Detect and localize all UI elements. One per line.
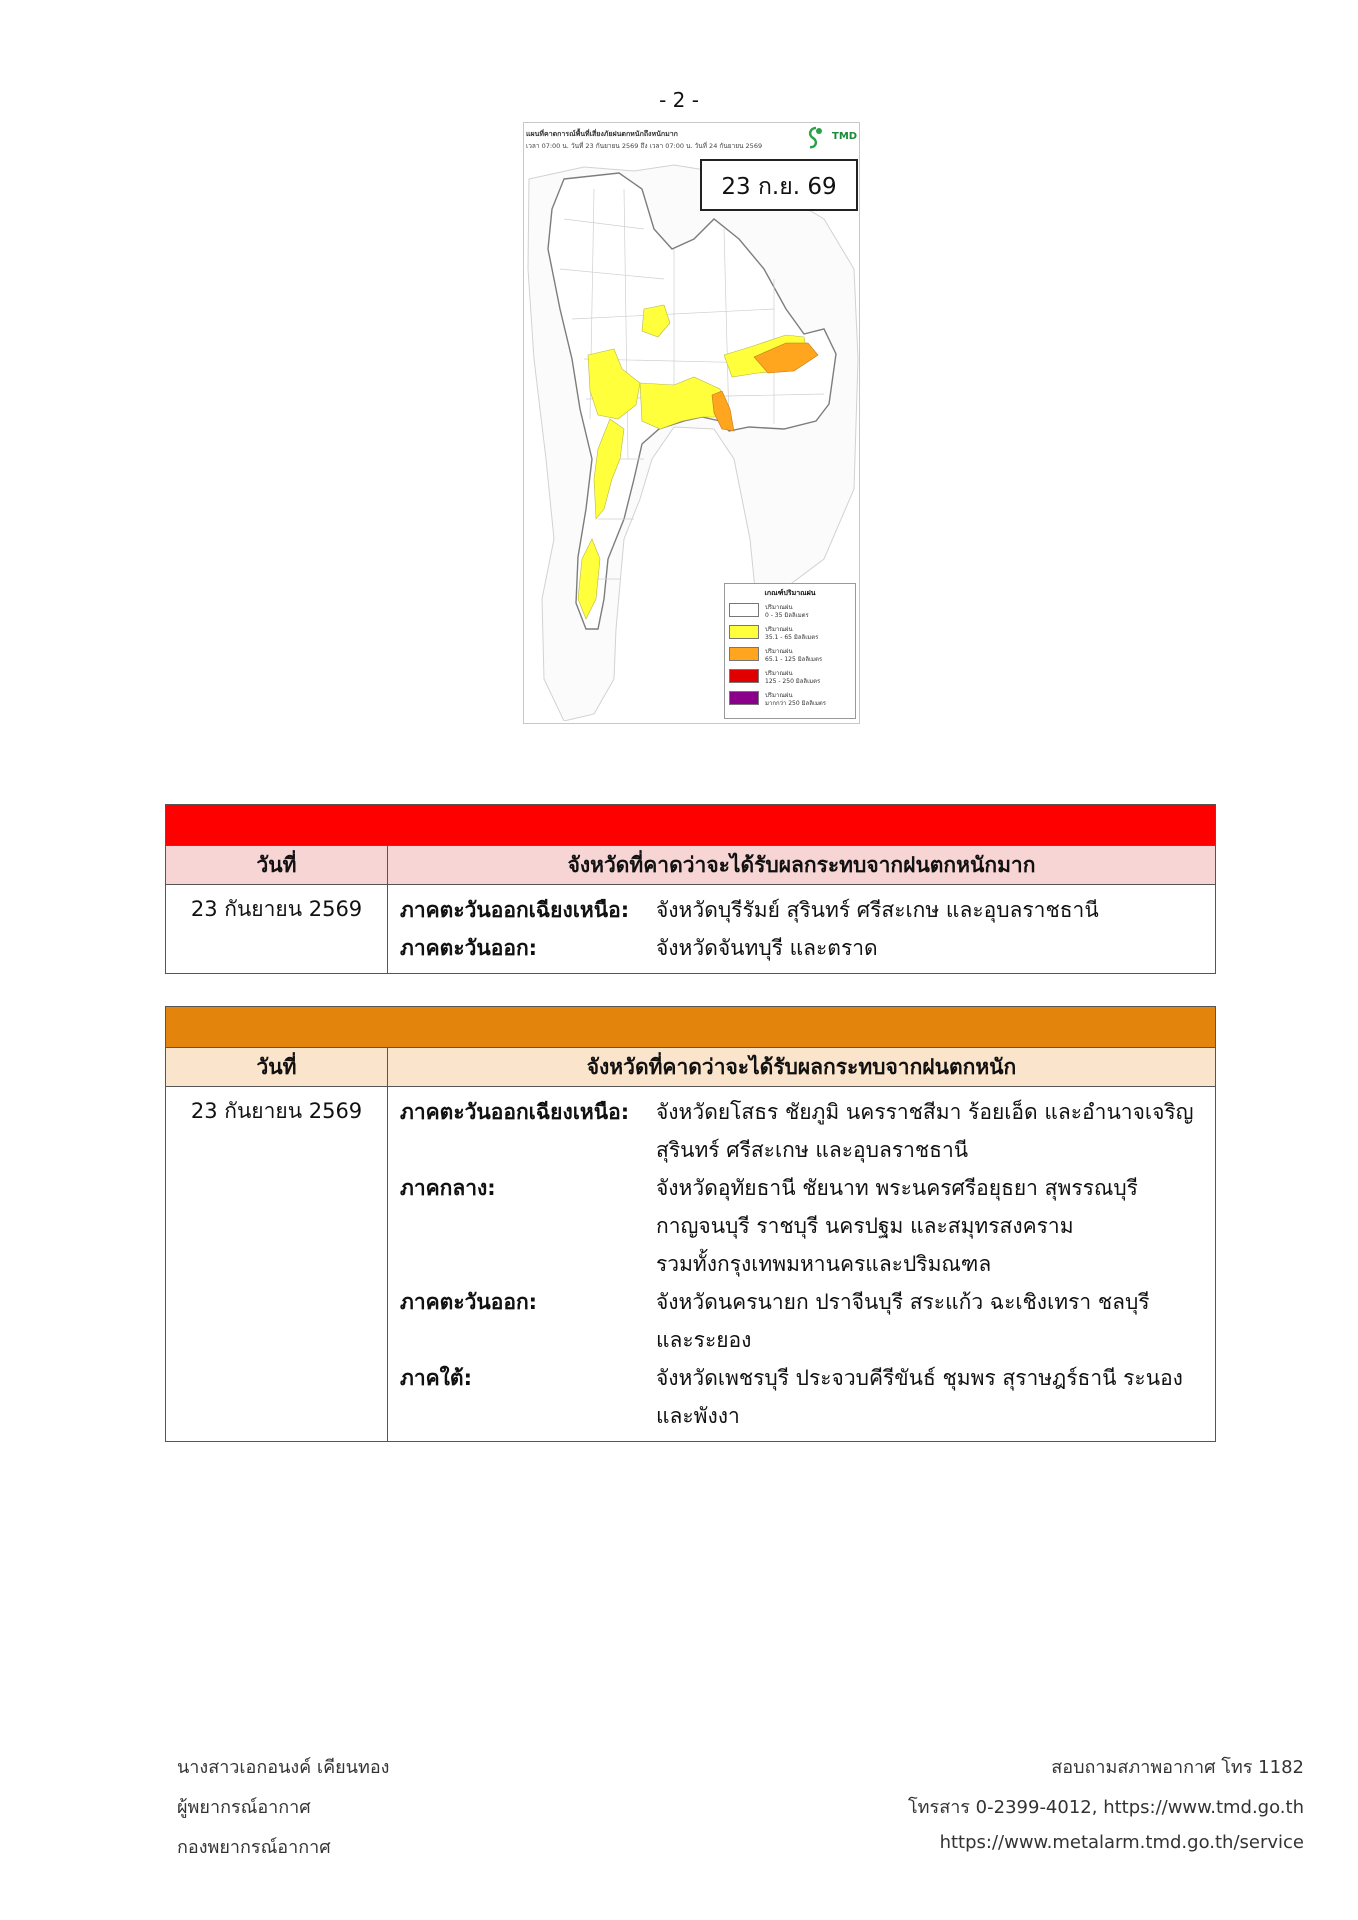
- legend-swatch: [729, 647, 759, 661]
- table-banner: [166, 1007, 1215, 1047]
- region-name: ภาคตะวันออก:: [400, 936, 538, 960]
- province-list: จังหวัดยโสธร ชัยภูมิ นครราชสีมา ร้อยเอ็ด และอำนาจเจริญ: [656, 1100, 1194, 1124]
- region-row: [400, 929, 1215, 967]
- region-name: ภาคกลาง:: [400, 1176, 496, 1200]
- province-list: และระยอง: [656, 1328, 752, 1352]
- legend-range: 65.1 - 125 มิลลิเมตร: [765, 656, 823, 663]
- legend-swatch: [729, 625, 759, 639]
- map-header: [524, 123, 859, 161]
- row-date: 23 กันยายน 2569: [166, 1087, 388, 1441]
- legend-swatch: [729, 669, 759, 683]
- province-list: รวมทั้งกรุงเทพมหานครและปริมณฑล: [656, 1252, 992, 1276]
- province-list: กาญจนบุรี ราชบุรี นครปฐม และสมุทรสงคราม: [656, 1214, 1074, 1238]
- region-name: ภาคตะวันออกเฉียงเหนือ:: [400, 898, 630, 922]
- region-name: ภาคตะวันออกเฉียงเหนือ:: [400, 1100, 630, 1124]
- legend-item: [729, 666, 853, 686]
- legend-title: เกณฑ์ปริมาณฝน: [764, 589, 816, 597]
- province-list: จังหวัดเพชรบุรี ประจวบคีรีขันธ์ ชุมพร สุราษฎร์ธานี ระนอง: [656, 1366, 1183, 1390]
- page-number: - 2 -: [659, 88, 699, 112]
- forecaster-division: กองพยากรณ์อากาศ: [177, 1837, 331, 1858]
- legend-label: ปริมาณฝน: [765, 648, 793, 655]
- rain-legend: [724, 583, 856, 719]
- region-list: [388, 885, 1215, 973]
- table-row: [166, 885, 1215, 973]
- province-list: และพังงา: [656, 1404, 740, 1428]
- region-row: [400, 891, 1215, 929]
- legend-label: ปริมาณฝน: [765, 604, 793, 611]
- region-row: [400, 1093, 1215, 1169]
- province-list: จังหวัดจันทบุรี และตราด: [656, 936, 878, 960]
- region-row: [400, 1169, 1215, 1283]
- legend-range: 35.1 - 65 มิลลิเมตร: [765, 634, 819, 641]
- map-subtitle: เวลา 07:00 น. วันที่ 23 กันยายน 2569 ถึง เวลา 07:00 น. วันที่ 24 กันยายน 2569: [526, 142, 763, 150]
- heavy-rain-table: [165, 1006, 1216, 1442]
- region-row: [400, 1359, 1215, 1435]
- legend-range: 125 - 250 มิลลิเมตร: [765, 678, 821, 685]
- column-header-provinces: จังหวัดที่คาดว่าจะได้รับผลกระทบจากฝนตกหนักมาก: [567, 852, 1036, 877]
- table-header: [166, 845, 1215, 885]
- rainfall-map: [523, 122, 860, 724]
- fax-website-text: โทรสาร 0-2399-4012, https://www.tmd.go.th: [908, 1797, 1304, 1818]
- map-title: แผนที่คาดการณ์พื้นที่เสี่ยงภัยฝนตกหนักถึงหนักมาก: [526, 130, 678, 138]
- legend-label: ปริมาณฝน: [765, 692, 793, 699]
- legend-swatch: [729, 603, 759, 617]
- province-list: จังหวัดบุรีรัมย์ สุรินทร์ ศรีสะเกษ และอุบลราชธานี: [656, 898, 1099, 922]
- very-heavy-rain-table: [165, 804, 1216, 974]
- table-banner: [166, 805, 1215, 845]
- region-name: ภาคตะวันออก:: [400, 1290, 538, 1314]
- map-date-label: 23 ก.ย. 69: [700, 159, 858, 211]
- hotline-text: สอบถามสภาพอากาศ โทร 1182: [1051, 1757, 1304, 1778]
- service-link[interactable]: https://www.metalarm.tmd.go.th/service: [939, 1832, 1304, 1853]
- column-header-date: วันที่: [166, 1048, 388, 1086]
- region-list: [388, 1087, 1215, 1441]
- legend-swatch: [729, 691, 759, 705]
- row-date: 23 กันยายน 2569: [166, 885, 388, 973]
- table-row: [166, 1087, 1215, 1441]
- legend-item: [729, 622, 853, 642]
- legend-item: [729, 688, 853, 708]
- region-row: [400, 1283, 1215, 1359]
- forecaster-name: นางสาวเอกอนงค์ เคียนทอง: [177, 1757, 390, 1778]
- agency-logo-icon: [804, 125, 828, 151]
- column-header-date: วันที่: [166, 846, 388, 884]
- region-name: ภาคใต้:: [400, 1366, 472, 1390]
- forecaster-title: ผู้พยากรณ์อากาศ: [177, 1797, 311, 1818]
- province-list: จังหวัดนครนายก ปราจีนบุรี สระแก้ว ฉะเชิงเทรา ชลบุรี: [656, 1290, 1150, 1314]
- legend-label: ปริมาณฝน: [765, 626, 793, 633]
- legend-range: มากกว่า 250 มิลลิเมตร: [765, 700, 827, 707]
- tmd-logo: TMD: [832, 131, 858, 142]
- table-header: [166, 1047, 1215, 1087]
- province-list: สุรินทร์ ศรีสะเกษ และอุบลราชธานี: [656, 1138, 969, 1162]
- column-header-provinces: จังหวัดที่คาดว่าจะได้รับผลกระทบจากฝนตกหนัก: [586, 1054, 1017, 1079]
- legend-item: [729, 600, 853, 620]
- legend-label: ปริมาณฝน: [765, 670, 793, 677]
- province-list: จังหวัดอุทัยธานี ชัยนาท พระนครศรีอยุธยา สุพรรณบุรี: [656, 1176, 1138, 1200]
- legend-range: 0 - 35 มิลลิเมตร: [765, 612, 809, 619]
- legend-item: [729, 644, 853, 664]
